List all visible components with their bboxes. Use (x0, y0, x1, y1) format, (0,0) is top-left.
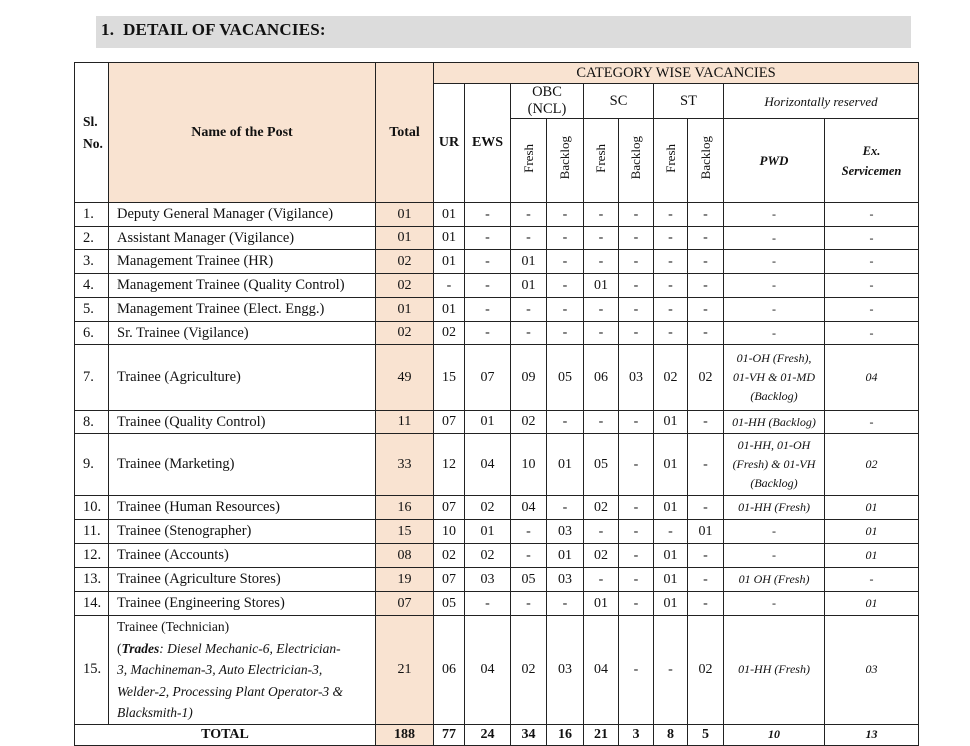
row-pwd (724, 592, 825, 616)
table-row (75, 434, 919, 496)
row-st-backlog: 02 (688, 616, 724, 725)
row-post: Trainee (Human Resources) (109, 496, 376, 520)
row-sc-fresh: - (584, 227, 619, 250)
row-sno: 2. (75, 227, 109, 250)
row-obc-backlog: - (547, 274, 584, 298)
row-sc-fresh: - (584, 203, 619, 227)
row-st-backlog: - (688, 322, 724, 345)
row-total: 11 (376, 411, 434, 434)
row-ews: - (465, 592, 511, 616)
row-sno: 12. (75, 544, 109, 568)
row-obc-backlog: 03 (547, 520, 584, 544)
row-sc-backlog: - (619, 434, 654, 496)
table-row (75, 568, 919, 592)
obc-fresh-header: Fresh (511, 119, 547, 203)
pwd-line: 01-HH (Backlog) (732, 414, 816, 429)
row-ews: - (465, 274, 511, 298)
row-sc-fresh: - (584, 411, 619, 434)
row-pwd (724, 411, 825, 434)
row-obc-fresh: 01 (511, 274, 547, 298)
row-sc-backlog: - (619, 298, 654, 322)
row-post: Management Trainee (HR) (109, 250, 376, 274)
row-sno: 13. (75, 568, 109, 592)
row-total: 01 (376, 298, 434, 322)
row-obc-fresh: - (511, 203, 547, 227)
row-st-backlog: - (688, 250, 724, 274)
pwd-line: 01-HH (Fresh) (738, 500, 810, 514)
row-post: Trainee (Technician) (Trades: Diesel Mechanic-6, Electrician- 3, Machineman-3, Auto Electrician-3, Welder-2, Processing Plant Operator-3 & Blacksmith-1) (109, 616, 376, 725)
pwd-line: - (772, 254, 776, 268)
row-sc-fresh: 02 (584, 544, 619, 568)
sc-backlog-header: Backlog (619, 119, 654, 203)
row-sno: 10. (75, 496, 109, 520)
row-sno: 6. (75, 322, 109, 345)
total-sc-fresh: 21 (584, 724, 619, 745)
st-header: ST (654, 84, 724, 119)
total-st-fresh: 8 (654, 724, 688, 745)
total-obc-fresh: 34 (511, 724, 547, 745)
row-ur: 02 (434, 322, 465, 345)
row-ex-servicemen: - (825, 568, 919, 592)
row-ur: 12 (434, 434, 465, 496)
row-ews: 07 (465, 345, 511, 411)
row-obc-backlog: 01 (547, 544, 584, 568)
row-sc-fresh: 06 (584, 345, 619, 411)
pwd-line: (Backlog) (750, 476, 798, 490)
row-obc-backlog: - (547, 227, 584, 250)
pwd-line: - (772, 207, 776, 221)
table-row (75, 520, 919, 544)
row-st-fresh: 01 (654, 568, 688, 592)
row-pwd (724, 274, 825, 298)
pwd-line: 01 OH (Fresh) (738, 572, 810, 586)
row-obc-backlog: - (547, 250, 584, 274)
row-ews: 02 (465, 496, 511, 520)
total-sc-backlog: 3 (619, 724, 654, 745)
row-obc-backlog: - (547, 203, 584, 227)
row-ur: 07 (434, 411, 465, 434)
row-obc-backlog: - (547, 298, 584, 322)
row-obc-fresh: - (511, 520, 547, 544)
row-ews: - (465, 322, 511, 345)
row-total: 16 (376, 496, 434, 520)
row-post: Trainee (Quality Control) (109, 411, 376, 434)
total-obc-backlog: 16 (547, 724, 584, 745)
row-sc-backlog: - (619, 496, 654, 520)
row-st-fresh: - (654, 250, 688, 274)
row-obc-fresh: - (511, 592, 547, 616)
row-obc-backlog: 01 (547, 434, 584, 496)
row-st-fresh: - (654, 298, 688, 322)
row-st-backlog: - (688, 592, 724, 616)
row-ur: 15 (434, 345, 465, 411)
total-ur: 77 (434, 724, 465, 745)
row-ur: 01 (434, 203, 465, 227)
row-ex-servicemen: 01 (825, 496, 919, 520)
row-sno: 1. (75, 203, 109, 227)
row-st-backlog: - (688, 568, 724, 592)
row-obc-backlog: 03 (547, 616, 584, 725)
table-row (75, 227, 919, 250)
row-pwd (724, 203, 825, 227)
row-ews: 04 (465, 616, 511, 725)
row-sc-fresh: 01 (584, 592, 619, 616)
total-total: 188 (376, 724, 434, 745)
row-st-fresh: 01 (654, 496, 688, 520)
obc-backlog-header: Backlog (547, 119, 584, 203)
row-ur: 01 (434, 250, 465, 274)
row-sno: 5. (75, 298, 109, 322)
ews-header: EWS (465, 84, 511, 203)
total-row (75, 724, 919, 745)
row-ur: 01 (434, 227, 465, 250)
row-st-fresh: - (654, 227, 688, 250)
row-ews: - (465, 203, 511, 227)
row-sc-fresh: - (584, 322, 619, 345)
row-st-backlog: - (688, 411, 724, 434)
row-obc-backlog: - (547, 496, 584, 520)
row-sno: 11. (75, 520, 109, 544)
row-ex-servicemen: 04 (825, 345, 919, 411)
row-post: Trainee (Marketing) (109, 434, 376, 496)
row-ex-servicemen: 01 (825, 520, 919, 544)
row-pwd (724, 250, 825, 274)
total-header: Total (376, 63, 434, 203)
row-sc-fresh: - (584, 520, 619, 544)
row-sc-backlog: - (619, 322, 654, 345)
row-obc-backlog: - (547, 411, 584, 434)
row-ex-servicemen: 03 (825, 616, 919, 725)
row-ur: - (434, 274, 465, 298)
pwd-line: 01-VH & 01-MD (733, 370, 815, 384)
row-st-backlog: - (688, 203, 724, 227)
total-ews: 24 (465, 724, 511, 745)
row-sc-backlog: - (619, 568, 654, 592)
row-post: Sr. Trainee (Vigilance) (109, 322, 376, 345)
row-obc-backlog: 03 (547, 568, 584, 592)
row-ex-servicemen: - (825, 274, 919, 298)
row-sc-backlog: - (619, 520, 654, 544)
table-row (75, 274, 919, 298)
row-sc-backlog: - (619, 203, 654, 227)
row-sc-backlog: - (619, 616, 654, 725)
row-post: Trainee (Accounts) (109, 544, 376, 568)
row-sc-fresh: 01 (584, 274, 619, 298)
row-ews: - (465, 298, 511, 322)
row-ex-servicemen: 01 (825, 544, 919, 568)
category-header: CATEGORY WISE VACANCIES (434, 63, 919, 84)
row-ur: 01 (434, 298, 465, 322)
ur-header: UR (434, 84, 465, 203)
row-ex-servicemen: - (825, 250, 919, 274)
row-total: 21 (376, 616, 434, 725)
total-ex-servicemen: 13 (825, 724, 919, 745)
row-ews: 01 (465, 520, 511, 544)
row-ex-servicemen: - (825, 322, 919, 345)
table-row (75, 616, 919, 725)
pwd-header: PWD (724, 119, 825, 203)
table-row (75, 250, 919, 274)
row-obc-fresh: 09 (511, 345, 547, 411)
row-obc-fresh: 05 (511, 568, 547, 592)
row-obc-fresh: 02 (511, 411, 547, 434)
st-fresh-header: Fresh (654, 119, 688, 203)
pwd-line: - (772, 325, 776, 340)
row-pwd (724, 298, 825, 322)
row-obc-backlog: - (547, 592, 584, 616)
row-st-fresh: 01 (654, 544, 688, 568)
row-ex-servicemen: - (825, 227, 919, 250)
row-st-fresh: - (654, 322, 688, 345)
row-post: Deputy General Manager (Vigilance) (109, 203, 376, 227)
row-st-backlog: - (688, 544, 724, 568)
row-st-fresh: - (654, 520, 688, 544)
row-obc-fresh: - (511, 544, 547, 568)
pwd-line: 01-HH, 01-OH (737, 438, 811, 452)
row-post: Trainee (Engineering Stores) (109, 592, 376, 616)
row-ews: 02 (465, 544, 511, 568)
row-post: Trainee (Agriculture Stores) (109, 568, 376, 592)
row-st-fresh: - (654, 616, 688, 725)
row-pwd (724, 496, 825, 520)
row-obc-fresh: 10 (511, 434, 547, 496)
row-post: Trainee (Agriculture) (109, 345, 376, 411)
table-row (75, 203, 919, 227)
pwd-line: 01-OH (Fresh), (736, 351, 812, 365)
row-sc-backlog: 03 (619, 345, 654, 411)
row-obc-fresh: 01 (511, 250, 547, 274)
sno-header: Sl. No. (75, 63, 109, 203)
row-post: Assistant Manager (Vigilance) (109, 227, 376, 250)
sc-fresh-header: Fresh (584, 119, 619, 203)
row-pwd (724, 345, 825, 411)
row-sc-backlog: - (619, 411, 654, 434)
row-st-backlog: - (688, 496, 724, 520)
row-ur: 02 (434, 544, 465, 568)
row-obc-fresh: 04 (511, 496, 547, 520)
row-pwd (724, 544, 825, 568)
table-row (75, 544, 919, 568)
row-sc-fresh: - (584, 568, 619, 592)
horizontal-reserved-header: Horizontally reserved (724, 84, 919, 119)
row-sc-backlog: - (619, 227, 654, 250)
pwd-line: - (772, 302, 776, 316)
row-post: Trainee (Stenographer) (109, 520, 376, 544)
row-ur: 07 (434, 568, 465, 592)
row-ur: 05 (434, 592, 465, 616)
row-sno: 15. (75, 616, 109, 725)
table-row (75, 496, 919, 520)
row-st-backlog: - (688, 227, 724, 250)
row-pwd (724, 434, 825, 496)
row-sc-fresh: - (584, 250, 619, 274)
row-post: Management Trainee (Elect. Engg.) (109, 298, 376, 322)
row-total: 02 (376, 250, 434, 274)
row-total: 19 (376, 568, 434, 592)
row-ews: 03 (465, 568, 511, 592)
obc-header: OBC (NCL) (511, 84, 584, 119)
row-st-fresh: - (654, 203, 688, 227)
table-row (75, 345, 919, 411)
total-pwd: 10 (724, 724, 825, 745)
row-sc-fresh: 04 (584, 616, 619, 725)
row-pwd: 01-HH (Fresh) (724, 616, 825, 725)
row-sno: 4. (75, 274, 109, 298)
row-st-backlog: - (688, 298, 724, 322)
pwd-line: - (772, 278, 776, 292)
row-total: 02 (376, 274, 434, 298)
row-st-fresh: 01 (654, 434, 688, 496)
row-total: 08 (376, 544, 434, 568)
row-ur: 06 (434, 616, 465, 725)
total-label: TOTAL (75, 724, 376, 745)
row-sno: 3. (75, 250, 109, 274)
row-pwd (724, 568, 825, 592)
ex-servicemen-header: Ex. Servicemen (825, 119, 919, 203)
row-st-fresh: 01 (654, 592, 688, 616)
row-sc-fresh: 02 (584, 496, 619, 520)
table-row (75, 411, 919, 434)
row-obc-backlog: 05 (547, 345, 584, 411)
row-sc-fresh: - (584, 298, 619, 322)
row-obc-fresh: 02 (511, 616, 547, 725)
row-total: 49 (376, 345, 434, 411)
st-backlog-header: Backlog (688, 119, 724, 203)
row-sc-backlog: - (619, 544, 654, 568)
row-ews: 01 (465, 411, 511, 434)
row-obc-fresh: - (511, 322, 547, 345)
row-pwd (724, 322, 825, 345)
row-ex-servicemen: - (825, 411, 919, 434)
row-sno: 7. (75, 345, 109, 411)
row-sno: 14. (75, 592, 109, 616)
pwd-line: (Fresh) & 01-VH (732, 457, 816, 471)
pwd-line: - (772, 524, 776, 538)
pwd-line: - (772, 548, 776, 562)
pwd-line: - (772, 230, 776, 245)
row-sc-backlog: - (619, 250, 654, 274)
row-ur: 10 (434, 520, 465, 544)
row-total: 01 (376, 203, 434, 227)
vacancy-table (74, 62, 919, 746)
row-post: Management Trainee (Quality Control) (109, 274, 376, 298)
row-st-backlog: 02 (688, 345, 724, 411)
row-sc-fresh: 05 (584, 434, 619, 496)
pwd-line: - (772, 596, 776, 610)
pwd-line: (Backlog) (750, 389, 798, 403)
row-ews: - (465, 227, 511, 250)
row-obc-backlog: - (547, 322, 584, 345)
row-obc-fresh: - (511, 298, 547, 322)
row-ews: - (465, 250, 511, 274)
row-total: 07 (376, 592, 434, 616)
row-ex-servicemen: - (825, 298, 919, 322)
row-total: 02 (376, 322, 434, 345)
row-pwd (724, 227, 825, 250)
row-sno: 8. (75, 411, 109, 434)
table-row (75, 322, 919, 345)
table-row (75, 298, 919, 322)
row-sc-backlog: - (619, 592, 654, 616)
row-ex-servicemen: 02 (825, 434, 919, 496)
row-sc-backlog: - (619, 274, 654, 298)
row-st-fresh: - (654, 274, 688, 298)
sc-header: SC (584, 84, 654, 119)
row-total: 15 (376, 520, 434, 544)
row-ex-servicemen: 01 (825, 592, 919, 616)
row-total: 01 (376, 227, 434, 250)
row-st-fresh: 01 (654, 411, 688, 434)
row-sno: 9. (75, 434, 109, 496)
row-st-backlog: 01 (688, 520, 724, 544)
row-st-backlog: - (688, 274, 724, 298)
row-st-fresh: 02 (654, 345, 688, 411)
row-st-backlog: - (688, 434, 724, 496)
row-total: 33 (376, 434, 434, 496)
table-row (75, 592, 919, 616)
total-st-backlog: 5 (688, 724, 724, 745)
post-header: Name of the Post (109, 63, 376, 203)
row-pwd (724, 520, 825, 544)
row-ews: 04 (465, 434, 511, 496)
section-title: 1. DETAIL OF VACANCIES: (101, 20, 326, 39)
row-ex-servicemen: - (825, 203, 919, 227)
row-obc-fresh: - (511, 227, 547, 250)
row-ur: 07 (434, 496, 465, 520)
